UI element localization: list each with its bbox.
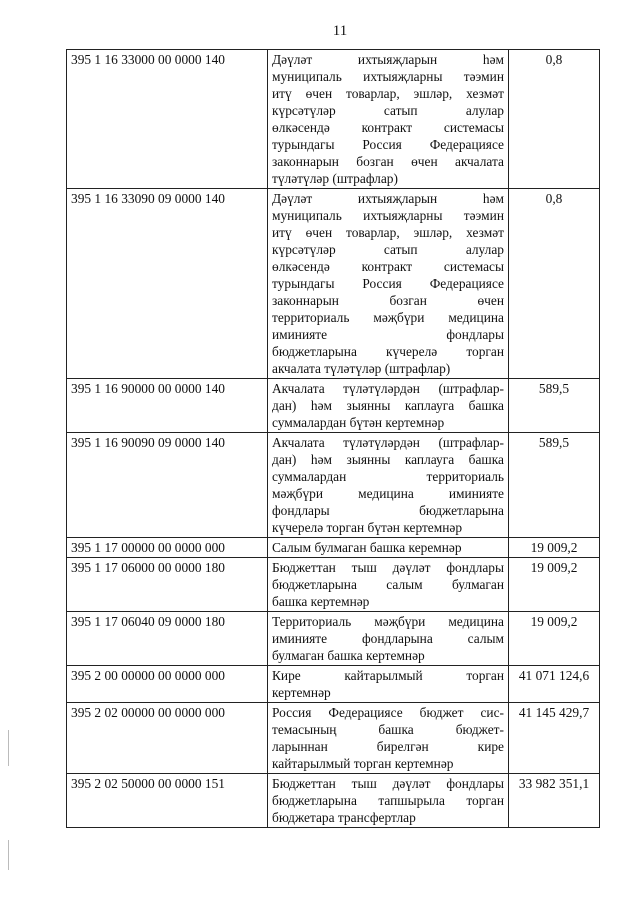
description-line: дан) һәм зыянны каплауга башка — [272, 398, 504, 413]
amount-cell: 19 009,2 — [509, 558, 600, 612]
table-row — [67, 774, 600, 828]
description-line: башка кертемнәр — [272, 594, 370, 609]
description-line: турындагы Россия Федерациясе — [272, 137, 504, 152]
description-line: Акчалата түләтүләрдән (штрафлар- — [272, 381, 504, 396]
description-line: кертемнәр — [272, 685, 331, 700]
revenue-description — [268, 774, 509, 828]
table-row — [67, 189, 600, 379]
description-line: бюджетара трансфертлар — [272, 810, 416, 825]
description-line: Россия Федерациясе бюджет сис- — [272, 705, 504, 720]
description-line: иминияте фондларына салым — [272, 631, 504, 646]
amount-cell: 0,8 — [509, 50, 600, 189]
description-line: бюджетларына тапшырыла торган — [272, 793, 504, 808]
classification-code: 395 2 02 50000 00 0000 151 — [67, 774, 268, 828]
revenue-description — [268, 50, 509, 189]
description-line: дан) һәм зыянны каплауга башка — [272, 452, 504, 467]
scan-margin-mark — [8, 730, 9, 766]
description-line: өлкәсендә контракт системасы — [272, 259, 504, 274]
description-line: Дәүләт ихтыяҗларын һәм — [272, 191, 504, 206]
description-line: фондлары бюджетларына — [272, 503, 504, 518]
budget-table-body — [67, 50, 600, 828]
description-line: иминияте фондлары — [272, 327, 504, 342]
description-line: күрсәтүләр сатып алулар — [272, 242, 504, 257]
amount-cell: 33 982 351,1 — [509, 774, 600, 828]
table-row — [67, 433, 600, 538]
page-number: 11 — [332, 23, 348, 39]
amount-cell: 19 009,2 — [509, 538, 600, 558]
amount-cell: 589,5 — [509, 379, 600, 433]
description-line: бюджетларына күчерелә торган — [272, 344, 504, 359]
description-line: күрсәтүләр сатып алулар — [272, 103, 504, 118]
classification-code: 395 1 17 06040 09 0000 180 — [67, 612, 268, 666]
classification-code: 395 1 16 33090 09 0000 140 — [67, 189, 268, 379]
description-line: Бюджеттан тыш дәүләт фондлары — [272, 560, 504, 575]
table-row — [67, 666, 600, 703]
classification-code: 395 1 17 06000 00 0000 180 — [67, 558, 268, 612]
amount-cell: 589,5 — [509, 433, 600, 538]
description-line: законнарын бозган өчен — [272, 293, 504, 308]
table-row — [67, 379, 600, 433]
table-row — [67, 50, 600, 189]
amount-cell: 0,8 — [509, 189, 600, 379]
description-line: мәҗбүри медицина иминияте — [272, 486, 504, 501]
description-line: суммалардан бүтән кертемнәр — [272, 415, 445, 430]
description-line: Кире кайтарылмый торган — [272, 668, 504, 683]
description-line: темасының башка бюджет- — [272, 722, 504, 737]
description-line: бюджетларына салым булмаган — [272, 577, 504, 592]
revenue-description — [268, 558, 509, 612]
revenue-description — [268, 433, 509, 538]
amount-cell: 19 009,2 — [509, 612, 600, 666]
classification-code: 395 2 00 00000 00 0000 000 — [67, 666, 268, 703]
description-line: акчалата түләтүләр (штрафлар) — [272, 361, 451, 376]
amount-cell: 41 071 124,6 — [509, 666, 600, 703]
revenue-description — [268, 703, 509, 774]
revenue-description — [268, 379, 509, 433]
description-line: итү өчен товарлар, эшләр, хезмәт — [272, 225, 504, 240]
description-line: законнарын бозган өчен акчалата — [272, 154, 504, 169]
description-line: суммалардан территориаль — [272, 469, 504, 484]
description-line: Акчалата түләтүләрдән (штрафлар- — [272, 435, 504, 450]
classification-code: 395 1 17 00000 00 0000 000 — [67, 538, 268, 558]
description-line: Бюджеттан тыш дәүләт фондлары — [272, 776, 504, 791]
revenue-description — [268, 189, 509, 379]
description-line: кайтарылмый торган кертемнәр — [272, 756, 454, 771]
revenue-description — [268, 666, 509, 703]
revenue-description — [268, 612, 509, 666]
description-line: муниципаль ихтыяҗларны тәэмин — [272, 69, 504, 84]
classification-code: 395 1 16 33000 00 0000 140 — [67, 50, 268, 189]
budget-table — [66, 49, 600, 828]
description-line: Салым булмаган башка керемнәр — [272, 540, 462, 555]
amount-cell: 41 145 429,7 — [509, 703, 600, 774]
description-line: Территориаль мәҗбүри медицина — [272, 614, 504, 629]
description-line: муниципаль ихтыяҗларны тәэмин — [272, 208, 504, 223]
classification-code: 395 1 16 90090 09 0000 140 — [67, 433, 268, 538]
description-line: территориаль мәҗбүри медицина — [272, 310, 504, 325]
description-line: итү өчен товарлар, эшләр, хезмәт — [272, 86, 504, 101]
classification-code: 395 1 16 90000 00 0000 140 — [67, 379, 268, 433]
scan-margin-mark — [8, 840, 9, 870]
table-row — [67, 558, 600, 612]
description-line: турындагы Россия Федерациясе — [272, 276, 504, 291]
table-row — [67, 538, 600, 558]
description-line: күчерелә торган бүтән кертемнәр — [272, 520, 463, 535]
classification-code: 395 2 02 00000 00 0000 000 — [67, 703, 268, 774]
description-line: түләтүләр (штрафлар) — [272, 171, 398, 186]
description-line: ларыннан бирелгән кире — [272, 739, 504, 754]
table-row — [67, 703, 600, 774]
description-line: өлкәсендә контракт системасы — [272, 120, 504, 135]
table-row — [67, 612, 600, 666]
description-line: Дәүләт ихтыяҗларын һәм — [272, 52, 504, 67]
revenue-description — [268, 538, 509, 558]
description-line: булмаган башка кертемнәр — [272, 648, 425, 663]
